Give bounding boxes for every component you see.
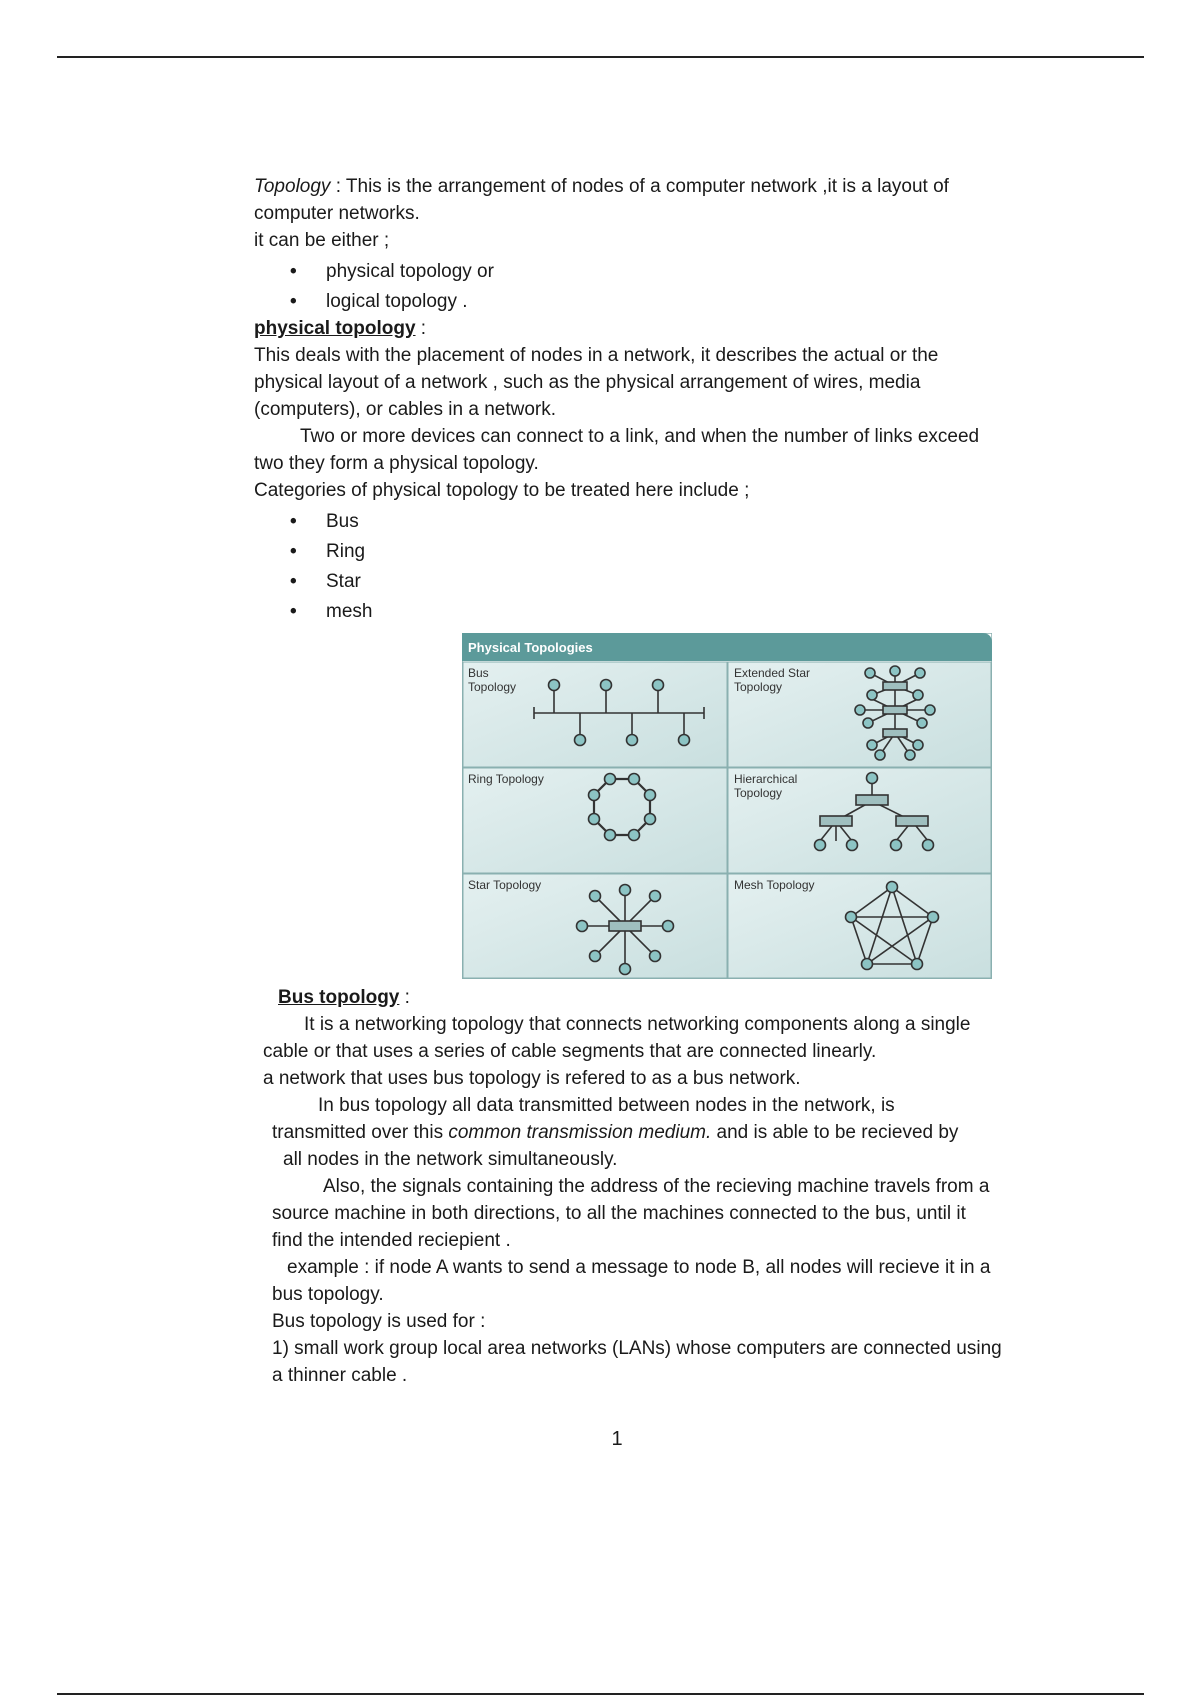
type-label: physical topology or — [326, 261, 494, 282]
bus-line: It is a networking topology that connects networking components along a single — [304, 1014, 971, 1035]
cell-label-extended-star-2: Topology — [734, 680, 783, 694]
intro-line-2: computer networks. — [254, 203, 420, 224]
category-label: Ring — [326, 541, 366, 562]
intro-line-1 — [254, 173, 949, 200]
cell-bus — [463, 662, 727, 767]
intro-line-3: it can be either ; — [254, 230, 390, 251]
bus-heading: Bus topology — [278, 987, 400, 1008]
topology-term: Topology — [254, 176, 331, 197]
cell-label-hierarchical: Hierarchical — [734, 772, 798, 786]
physical-para1-line: (computers), or cables in a network. — [254, 399, 557, 420]
bus-line: a network that uses bus topology is refered to as a bus network. — [263, 1068, 801, 1089]
bus-line: a thinner cable . — [272, 1365, 408, 1386]
cell-label-bus: Bus — [468, 666, 489, 680]
bus-line-medium — [272, 1119, 958, 1146]
physical-heading: physical topology — [254, 318, 416, 339]
category-label: mesh — [326, 601, 373, 622]
cell-label-hierarchical-2: Topology — [734, 786, 783, 800]
bus-line: Bus topology is used for : — [272, 1311, 486, 1332]
physical-heading-suffix: : — [415, 318, 427, 339]
cell-label-star: Star Topology — [468, 878, 542, 892]
bus-line: In bus topology all data transmitted between nodes in the network, is — [318, 1095, 895, 1116]
cell-label-ring: Ring Topology — [468, 772, 544, 786]
common-transmission-medium: common transmission medium. — [448, 1122, 712, 1143]
cell-label-extended-star: Extended Star — [734, 666, 811, 680]
figure-title: Physical Topologies — [468, 640, 593, 655]
category-label: Star — [326, 571, 361, 592]
bus-line: cable or that uses a series of cable segments that are connected linearly. — [263, 1041, 877, 1062]
physical-topologies-figure — [462, 633, 992, 979]
cell-label-mesh: Mesh Topology — [734, 878, 815, 892]
bus-line: all nodes in the network simultaneously. — [283, 1149, 618, 1170]
physical-para1-line: physical layout of a network , such as the physical arrangement of wires, media — [254, 372, 921, 393]
physical-para1-line: This deals with the placement of nodes in a network, it describes the actual or the — [254, 345, 939, 366]
physical-heading-line — [254, 315, 426, 342]
category-label: Bus — [326, 511, 359, 532]
bus-heading-line — [278, 984, 410, 1011]
bus-line-part: and is able to be recieved by — [711, 1122, 959, 1143]
footer-rule — [57, 1693, 1144, 1695]
bus-line: find the intended reciepient . — [272, 1230, 511, 1251]
bus-line: 1) small work group local area networks (LANs) whose computers are connected using — [272, 1338, 1002, 1359]
bus-line: example : if node A wants to send a message to node B, all nodes will recieve it in a — [287, 1257, 991, 1278]
bus-line: bus topology. — [272, 1284, 384, 1305]
page-number: 1 — [611, 1428, 623, 1450]
intro-line-1-rest: : This is the arrangement of nodes of a computer network ,it is a layout of — [330, 176, 949, 197]
categories-intro: Categories of physical topology to be treated here include ; — [254, 480, 750, 501]
physical-para2-line: Two or more devices can connect to a link, and when the number of links exceed — [300, 426, 980, 447]
bus-heading-suffix: : — [399, 987, 410, 1008]
bus-line-part: transmitted over this — [272, 1122, 449, 1143]
physical-para2-line: two they form a physical topology. — [254, 453, 539, 474]
bus-line: source machine in both directions, to all the machines connected to the bus, until it — [272, 1203, 966, 1224]
cell-label-bus-2: Topology — [468, 680, 517, 694]
bus-line: Also, the signals containing the address of the recieving machine travels from a — [323, 1176, 990, 1197]
type-label: logical topology . — [326, 291, 468, 312]
header-rule — [57, 56, 1144, 58]
